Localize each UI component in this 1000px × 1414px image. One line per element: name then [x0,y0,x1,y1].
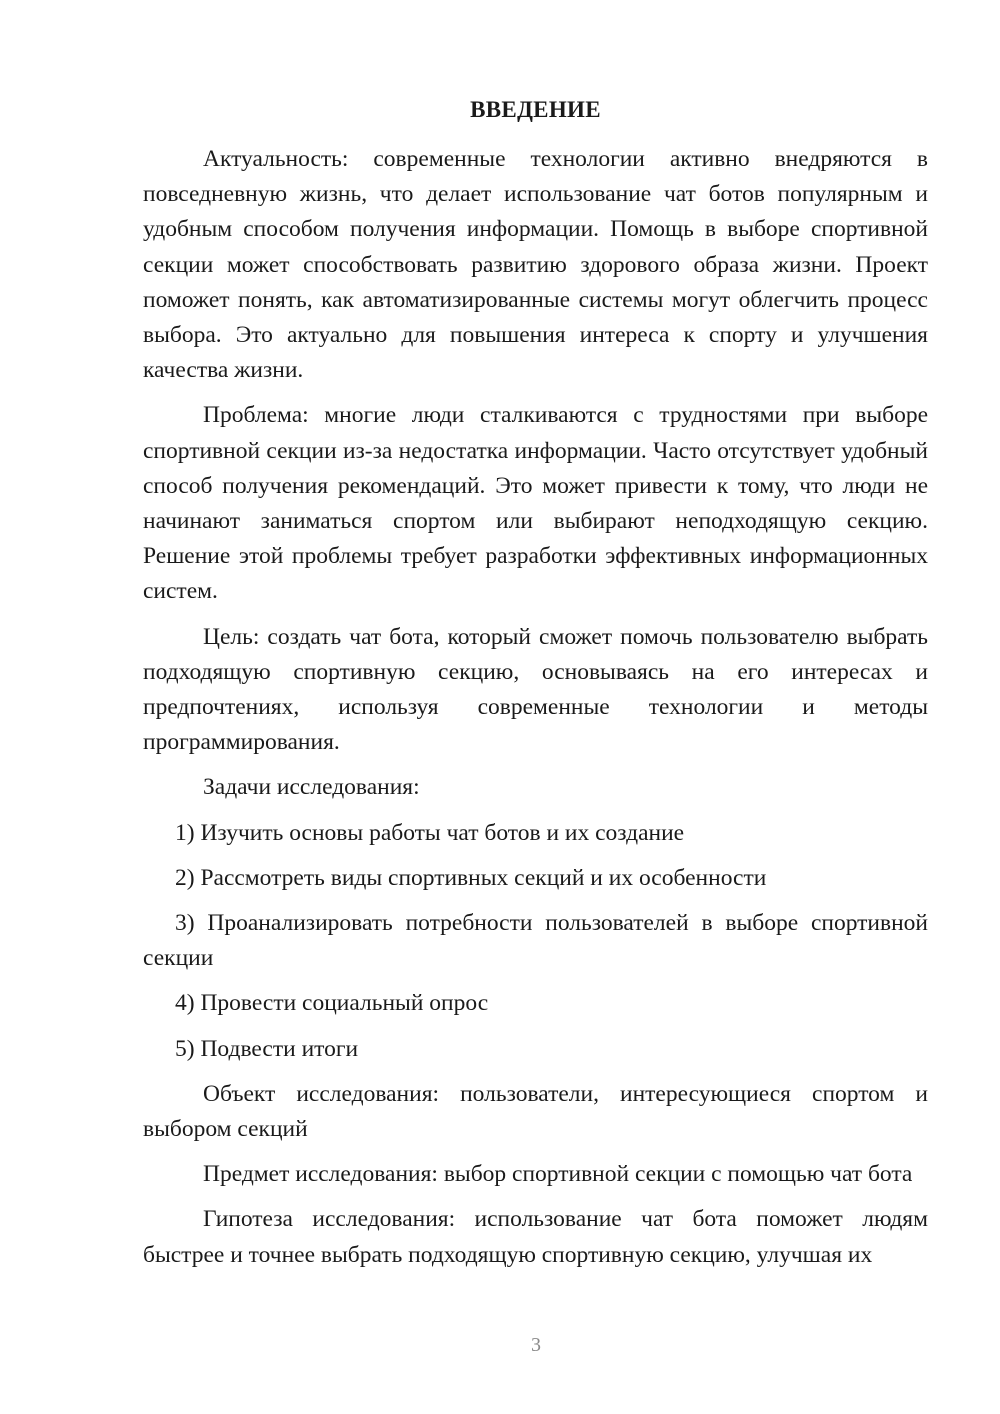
list-item: 4) Провести социальный опрос [175,990,489,1017]
tasks-heading: Задачи исследования: [203,774,420,801]
paragraph-goal: Цель: создать чат бота, который сможет помочь пользователю выбрать подходящую спортивную секцию, основываясь на его интересах и предпочтениях, используя современные технологии и методы программирования. [143,623,928,756]
page-number: 3 [531,1334,541,1356]
page-title: ВВЕДЕНИЕ [470,97,601,122]
paragraph-problem: Проблема: многие люди сталкиваются с трудностями при выборе спортивной секции из-за недостатка информации. Часто отсутствует удобный способ получения рекомендаций. Это может привести к тому, что люди не начинают заниматься спортом или выбирают неподходящую секцию. Решение этой проблемы требует разработки эффективных информационных систем. [143,402,928,605]
paragraph-relevance: Актуальность: современные технологии активно внедряются в повседневную жизнь, что делает использование чат ботов популярным и удобным способом получения информации. Помощь в выборе спортивной секции может способствовать развитию здорового образа жизни. Проект поможет понять, как автоматизированные системы могут облегчить процесс выбора. Это актуально для повышения интереса к спорту и улучшения качества жизни. [143,146,928,384]
list-item: 3) Проанализировать потребности пользователей в выборе спортивной секции [143,910,928,972]
paragraph-hypothesis: Гипотеза исследования: использование чат бота поможет людям быстрее и точнее выбрать подходящую спортивную секцию, улучшая их [143,1206,928,1268]
paragraph-subject: Предмет исследования: выбор спортивной секции с помощью чат бота [203,1161,913,1188]
paragraph-object: Объект исследования: пользователи, интересующиеся спортом и выбором секций [143,1080,928,1143]
page-body [143,95,928,1283]
list-item: 5) Подвести итоги [175,1035,359,1062]
list-item: 1) Изучить основы работы чат ботов и их создание [175,819,685,846]
list-item: 2) Рассмотреть виды спортивных секций и их особенности [175,864,767,891]
task-list [143,816,928,1067]
